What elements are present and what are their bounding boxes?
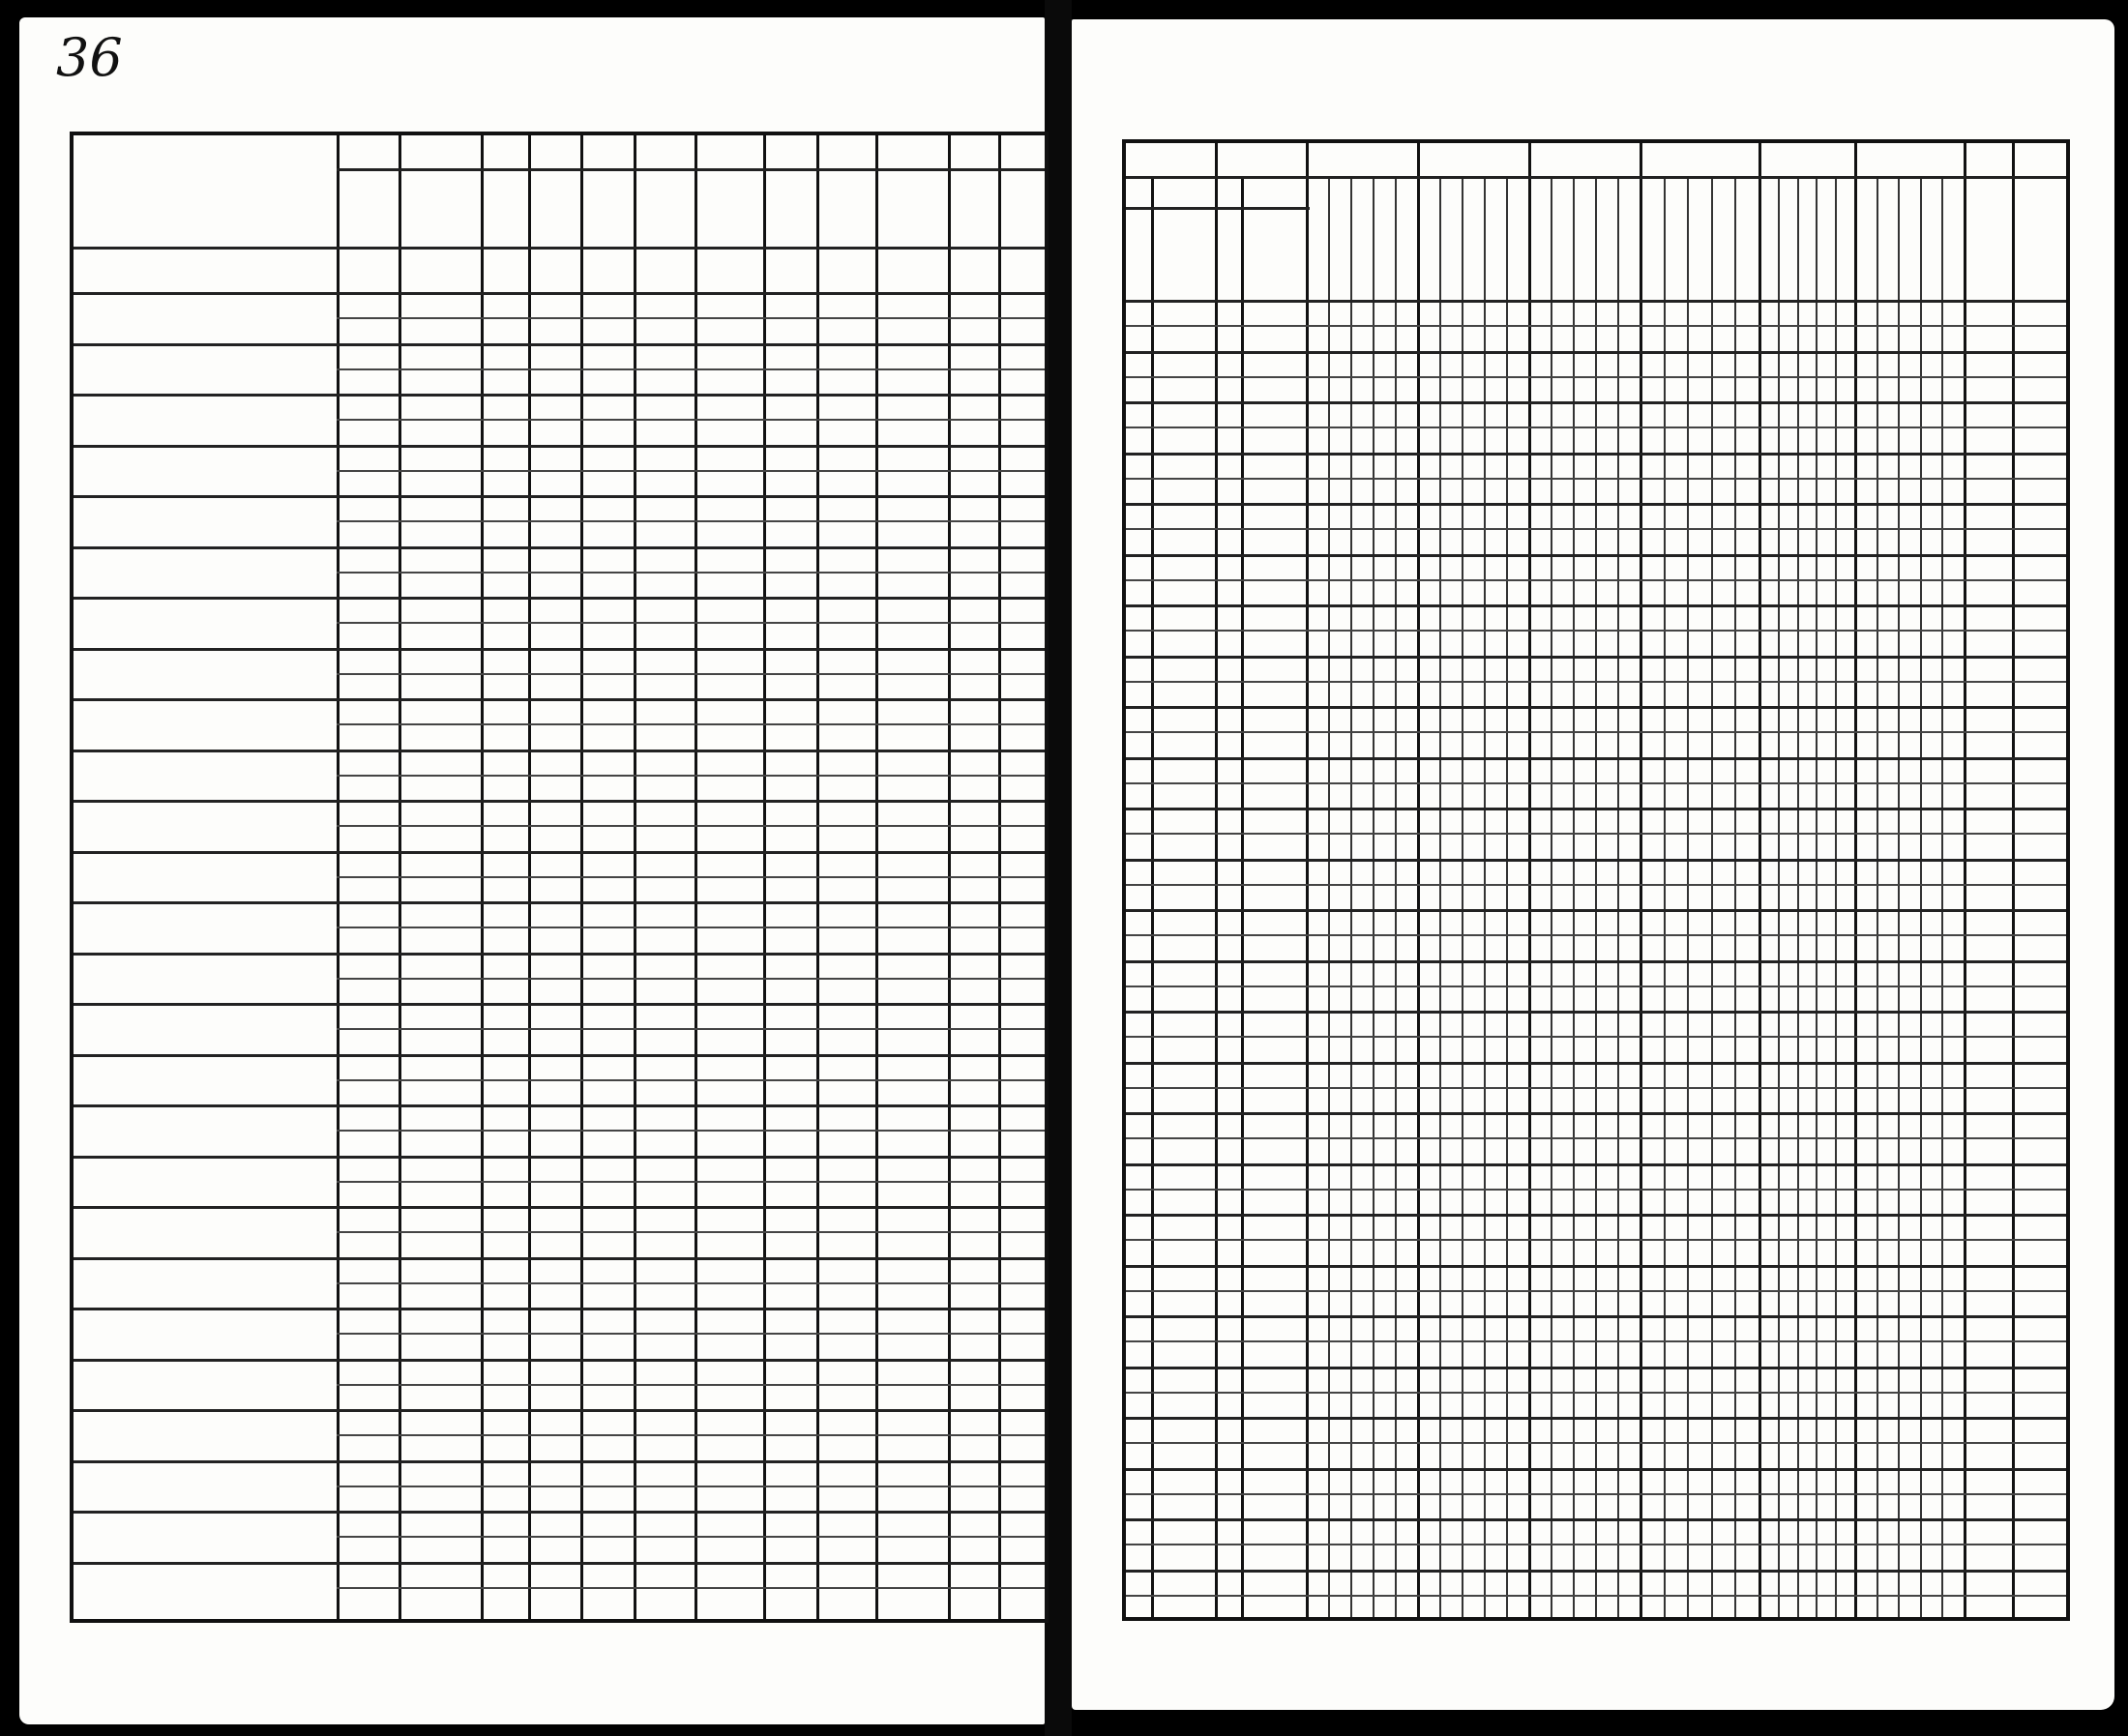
- row-line: [1126, 1468, 2066, 1471]
- row-line: [1126, 503, 2066, 506]
- column-divider: [528, 132, 531, 1619]
- row-line: [1126, 706, 2066, 709]
- row-line: [1126, 1062, 2066, 1065]
- row-subline: [1126, 833, 2066, 835]
- year-subcolumn: [1898, 176, 1900, 1617]
- row-line: [74, 1409, 1045, 1412]
- column-divider: [695, 132, 697, 1619]
- row-subline: [1126, 630, 2066, 632]
- row-subline: [337, 1434, 1045, 1436]
- row-line: [1126, 1518, 2066, 1521]
- row-line: [1126, 401, 2066, 404]
- header-divider: [1126, 176, 2066, 179]
- row-line: [74, 597, 1045, 600]
- row-subline: [337, 1079, 1045, 1081]
- row-subline: [1126, 934, 2066, 936]
- row-subline: [1126, 782, 2066, 784]
- row-subline: [337, 368, 1045, 370]
- row-line: [74, 953, 1045, 956]
- row-line: [1126, 300, 2066, 303]
- row-line: [1126, 808, 2066, 810]
- row-line: [1126, 351, 2066, 354]
- year-subcolumn: [1778, 176, 1780, 1617]
- column-divider: [2012, 139, 2015, 1617]
- row-line: [74, 1206, 1045, 1209]
- column-divider: [1640, 139, 1642, 1617]
- row-subline: [337, 927, 1045, 928]
- row-subline: [337, 1028, 1045, 1030]
- row-line: [1126, 859, 2066, 862]
- row-subline: [337, 723, 1045, 725]
- row-line: [1126, 1265, 2066, 1268]
- row-line: [1126, 554, 2066, 557]
- row-subline: [1126, 1137, 2066, 1139]
- row-line: [1126, 960, 2066, 963]
- year-subcolumn: [1462, 176, 1463, 1617]
- row-subline: [337, 1282, 1045, 1284]
- row-subline: [1126, 376, 2066, 378]
- row-subline: [337, 317, 1045, 319]
- row-line: [74, 495, 1045, 498]
- row-line: [74, 394, 1045, 397]
- subcolumn-divider: [1151, 176, 1154, 1617]
- row-line: [74, 1562, 1045, 1565]
- year-subcolumn: [1617, 176, 1619, 1617]
- row-subline: [337, 978, 1045, 980]
- row-line: [74, 698, 1045, 701]
- column-divider: [1854, 139, 1857, 1617]
- row-line: [1126, 1570, 2066, 1573]
- row-subline: [1126, 884, 2066, 886]
- column-divider: [399, 132, 401, 1619]
- row-line: [74, 1104, 1045, 1107]
- row-line: [74, 800, 1045, 803]
- header-divider: [337, 168, 1045, 171]
- row-subline: [337, 470, 1045, 472]
- column-divider: [816, 132, 819, 1619]
- year-subcolumn: [1877, 176, 1878, 1617]
- row-line: [74, 851, 1045, 854]
- row-subline: [337, 1486, 1045, 1487]
- year-subcolumn: [1920, 176, 1922, 1617]
- row-subline: [1126, 1392, 2066, 1394]
- column-divider: [580, 132, 583, 1619]
- row-subline: [337, 1231, 1045, 1233]
- row-line: [74, 1257, 1045, 1260]
- row-line: [1126, 757, 2066, 760]
- header-bottom-divider: [74, 247, 1045, 250]
- year-subcolumn: [1664, 176, 1666, 1617]
- row-line: [74, 648, 1045, 651]
- year-subcolumn: [1439, 176, 1441, 1617]
- column-divider: [481, 132, 484, 1619]
- year-subcolumn: [1687, 176, 1689, 1617]
- year-subcolumn: [1941, 176, 1943, 1617]
- row-line: [1126, 1315, 2066, 1318]
- header-bottom-divider: [1126, 207, 1310, 210]
- row-subline: [337, 520, 1045, 522]
- page-number: 36: [56, 27, 123, 88]
- row-line: [74, 750, 1045, 752]
- column-divider: [1759, 139, 1761, 1617]
- row-line: [74, 292, 1045, 295]
- year-subcolumn: [1595, 176, 1597, 1617]
- row-subline: [1126, 1442, 2066, 1444]
- row-line: [1126, 453, 2066, 456]
- year-subcolumn: [1797, 176, 1799, 1617]
- row-subline: [337, 825, 1045, 827]
- row-line: [1126, 1214, 2066, 1217]
- year-subcolumn: [1484, 176, 1486, 1617]
- row-subline: [1126, 579, 2066, 581]
- column-divider: [763, 132, 766, 1619]
- year-subcolumn: [1350, 176, 1352, 1617]
- column-divider: [998, 132, 1001, 1619]
- row-subline: [1126, 427, 2066, 428]
- row-subline: [1126, 1544, 2066, 1545]
- row-subline: [1126, 1493, 2066, 1495]
- row-subline: [337, 1333, 1045, 1335]
- year-subcolumn: [1711, 176, 1713, 1617]
- row-line: [74, 1359, 1045, 1362]
- row-line: [1126, 909, 2066, 912]
- row-line: [74, 1460, 1045, 1463]
- year-subcolumn: [1734, 176, 1736, 1617]
- column-divider: [1215, 139, 1218, 1617]
- row-line: [74, 445, 1045, 448]
- row-line: [74, 901, 1045, 904]
- year-subcolumn: [1506, 176, 1508, 1617]
- row-subline: [1126, 325, 2066, 327]
- column-divider: [1306, 139, 1309, 1617]
- row-subline: [1126, 1239, 2066, 1241]
- row-line: [1126, 1417, 2066, 1420]
- row-subline: [337, 572, 1045, 574]
- row-line: [74, 1003, 1045, 1006]
- row-subline: [337, 1181, 1045, 1183]
- row-subline: [1126, 1595, 2066, 1597]
- column-divider: [875, 132, 878, 1619]
- row-subline: [1126, 1340, 2066, 1342]
- row-subline: [1126, 1189, 2066, 1191]
- year-subcolumn: [1328, 176, 1330, 1617]
- row-line: [1126, 656, 2066, 659]
- subcolumn-divider: [1241, 176, 1244, 1617]
- column-divider: [634, 132, 636, 1619]
- row-subline: [337, 775, 1045, 777]
- row-line: [74, 1054, 1045, 1057]
- row-line: [74, 546, 1045, 549]
- row-subline: [337, 876, 1045, 878]
- row-subline: [1126, 731, 2066, 733]
- row-subline: [337, 1130, 1045, 1132]
- book-gutter: [1045, 0, 1072, 1736]
- row-subline: [1126, 528, 2066, 530]
- year-subcolumn: [1835, 176, 1837, 1617]
- row-subline: [337, 673, 1045, 675]
- year-subcolumn: [1395, 176, 1397, 1617]
- row-line: [1126, 1112, 2066, 1115]
- row-subline: [1126, 1036, 2066, 1038]
- row-subline: [1126, 986, 2066, 987]
- row-line: [1126, 1367, 2066, 1369]
- column-divider: [948, 132, 951, 1619]
- row-subline: [1126, 478, 2066, 480]
- row-line: [1126, 604, 2066, 607]
- row-subline: [337, 1587, 1045, 1589]
- year-subcolumn: [1573, 176, 1575, 1617]
- column-divider: [1417, 139, 1420, 1617]
- year-subcolumn: [1551, 176, 1552, 1617]
- year-subcolumn: [1373, 176, 1374, 1617]
- row-line: [74, 1308, 1045, 1310]
- year-subcolumn: [1816, 176, 1818, 1617]
- row-subline: [1126, 1087, 2066, 1089]
- row-subline: [337, 622, 1045, 624]
- row-subline: [337, 1384, 1045, 1386]
- row-line: [74, 1156, 1045, 1159]
- row-subline: [337, 1536, 1045, 1538]
- row-subline: [337, 419, 1045, 421]
- column-divider: [1528, 139, 1531, 1617]
- row-line: [1126, 1163, 2066, 1166]
- column-divider: [337, 132, 340, 1619]
- row-subline: [1126, 1290, 2066, 1292]
- column-divider: [1964, 139, 1966, 1617]
- row-line: [74, 1511, 1045, 1514]
- row-subline: [1126, 681, 2066, 683]
- row-line: [1126, 1011, 2066, 1014]
- row-line: [74, 343, 1045, 346]
